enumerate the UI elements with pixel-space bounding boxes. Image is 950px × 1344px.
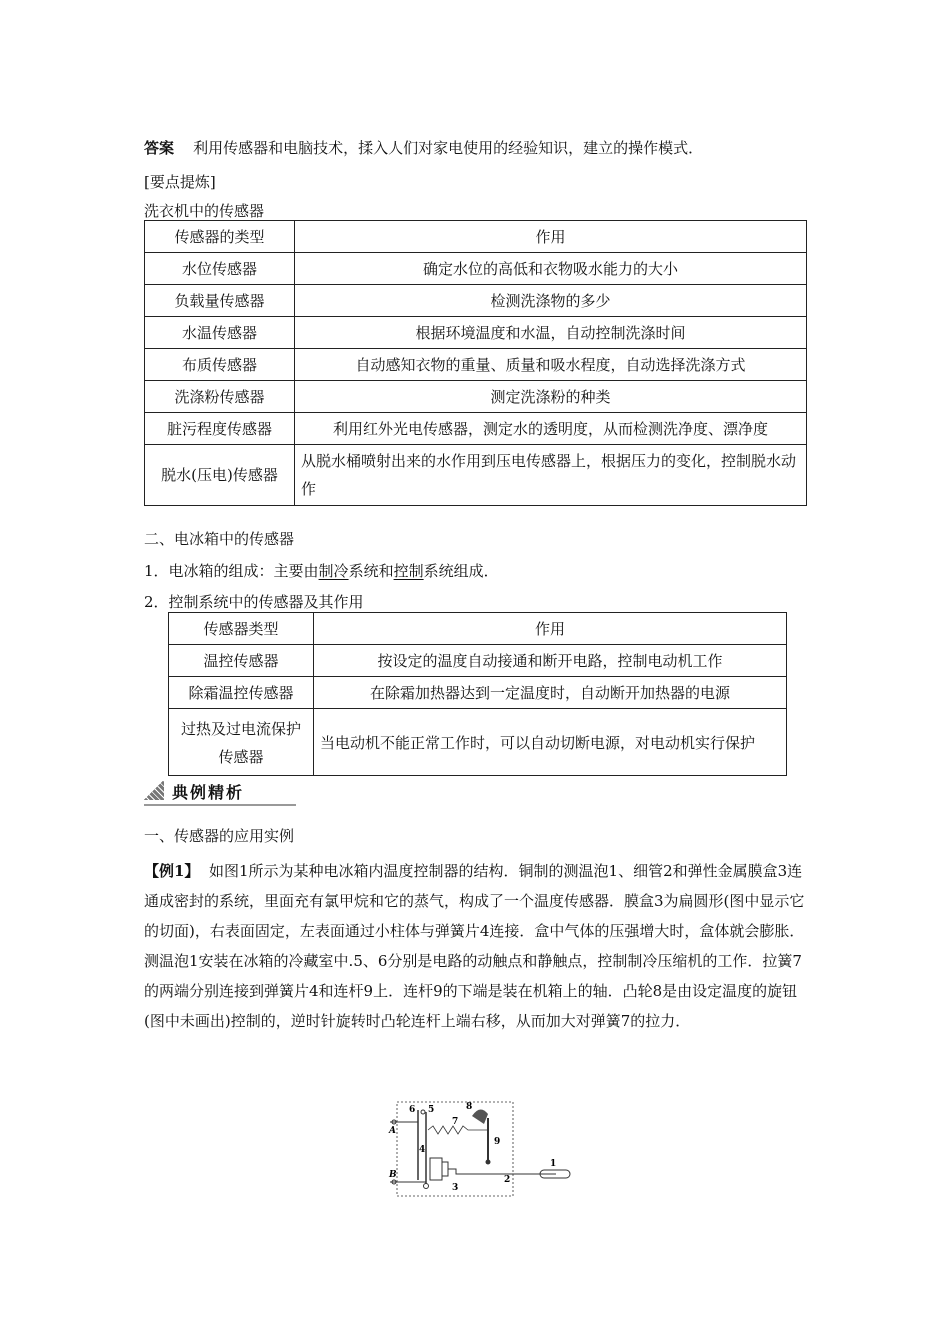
sensor-function-cell: 根据环境温度和水温，自动控制洗涤时间: [295, 317, 807, 349]
figure-pivot-9: [486, 1160, 491, 1165]
sensor-type-cell: 除霜温控传感器: [169, 677, 314, 709]
section-head-example-analysis: [144, 778, 296, 806]
table-row: [145, 413, 807, 445]
figure-label-1: 1: [550, 1159, 557, 1169]
figure-label-4: 4: [419, 1145, 426, 1155]
table-row: [145, 445, 807, 506]
table-row: [169, 677, 787, 709]
sensor-function-cell: 自动感知衣物的重量、质量和吸水程度，自动选择洗涤方式: [295, 349, 807, 381]
sensor-type-cell: 水位传感器: [145, 253, 295, 285]
composition-underlined-1: 制冷: [318, 562, 349, 580]
table-row: [145, 285, 807, 317]
subsection-title: 一、传感器的应用实例: [144, 827, 295, 845]
table-row: [145, 253, 807, 285]
figure-label-b: B: [389, 1170, 397, 1180]
answer-label: 答案: [144, 139, 175, 157]
sensor-function-cell: 测定洗涤粉的种类: [295, 381, 807, 413]
table-row: [145, 349, 807, 381]
sensor-type-cell: 脱水(压电)传感器: [145, 445, 295, 506]
table-header-row: [145, 221, 807, 253]
table-row: [169, 709, 787, 776]
key-points-label: [要点提炼]: [144, 173, 216, 191]
figure-pivot-bottom: [424, 1184, 429, 1189]
control-system-heading: 2．控制系统中的传感器及其作用: [144, 593, 364, 611]
sensor-function-cell: 利用红外光电传感器，测定水的透明度，从而检测洗净度、漂净度: [295, 413, 807, 445]
table-header-cell: 作用: [295, 221, 807, 253]
sensor-type-cell: 温控传感器: [169, 645, 314, 677]
sensor-function-cell: 检测洗涤物的多少: [295, 285, 807, 317]
sensor-type-cell: 脏污程度传感器: [145, 413, 295, 445]
composition-prefix: 1．电冰箱的组成：主要由: [144, 562, 319, 580]
table1-caption: 洗衣机中的传感器: [144, 202, 265, 220]
fridge-sensor-table: [168, 612, 787, 776]
sensor-function-cell: 当电动机不能正常工作时，可以自动切断电源，对电动机实行保护: [314, 709, 787, 776]
figure-label-3: 3: [452, 1183, 459, 1193]
figure-label-5: 5: [428, 1105, 435, 1115]
temperature-controller-figure: [380, 1100, 580, 1200]
figure-cam-8: [472, 1109, 488, 1124]
section2-title: 二、电冰箱中的传感器: [144, 530, 295, 548]
sensor-function-cell: 按设定的温度自动接通和断开电路，控制电动机工作: [314, 645, 787, 677]
answer-text: 利用传感器和电脑技术，揉入人们对家电使用的经验知识，建立的操作模式．: [193, 139, 704, 157]
table-header-cell: 作用: [314, 613, 787, 645]
composition-suffix: 系统组成．: [423, 562, 499, 580]
section-head-title: 典例精析: [172, 783, 245, 802]
table-row: [145, 317, 807, 349]
sensor-function-cell: 从脱水桶喷射出来的水作用到压电传感器上，根据压力的变化，控制脱水动作: [295, 445, 807, 506]
fridge-composition-line: [144, 561, 499, 581]
table-header-row: [169, 613, 787, 645]
sensor-type-cell: 布质传感器: [145, 349, 295, 381]
figure-spring-7: [428, 1126, 488, 1134]
figure-contact-5: [421, 1110, 425, 1114]
table-row: [169, 645, 787, 677]
sensor-function-cell: 确定水位的高低和衣物吸水能力的大小: [295, 253, 807, 285]
answer-line: [144, 138, 703, 158]
table-row: [145, 381, 807, 413]
figure-bellows-3: [430, 1158, 442, 1180]
figure-label-7: 7: [452, 1117, 459, 1127]
sensor-type-cell: 负载量传感器: [145, 285, 295, 317]
composition-mid: 系统和: [348, 562, 394, 580]
figure-label-9: 9: [494, 1137, 501, 1147]
table-header-cell: 传感器的类型: [145, 221, 295, 253]
composition-underlined-2: 控制: [393, 562, 424, 580]
table-header-cell: 传感器类型: [169, 613, 314, 645]
sensor-type-cell: 过热及过电流保护传感器: [169, 709, 314, 776]
figure-bellows-inner: [442, 1162, 448, 1176]
figure-label-a: A: [389, 1126, 396, 1136]
sensor-function-cell: 在除霜加热器达到一定温度时，自动断开加热器的电源: [314, 677, 787, 709]
example-label: 【例1】: [144, 862, 200, 880]
example-text: 如图1所示为某种电冰箱内温度控制器的结构．铜制的测温泡1、细管2和弹性金属膜盒3连通成密封的系统，里面充有氯甲烷和它的蒸气，构成了一个温度传感器．膜盒3为扁圆形(图中显示它的切面)，右表面固定，左表面通过小柱体与弹簧片4连接．盒中气体的压强增大时，盒体就会膨胀．测温泡1安装在冰箱的冷藏室中.5、6分别是电路的动触点和静触点，控制制冷压缩机的工作．拉簧7的两端分别连接到弹簧片4和连杆9上．连杆9的下端是装在机箱上的轴．凸轮8是由设定温度的旋钮(图中未画出)控制的，逆时针旋转时凸轮连杆上端右移，从而加大对弹簧7的拉力．: [144, 862, 805, 1030]
figure-label-2: 2: [504, 1175, 511, 1185]
figure-label-6: 6: [409, 1105, 416, 1115]
sensor-type-cell: 水温传感器: [145, 317, 295, 349]
figure-label-8: 8: [466, 1102, 473, 1112]
example-paragraph: [144, 856, 808, 1036]
washer-sensor-table: [144, 220, 807, 506]
section-stripes-icon: [144, 780, 164, 800]
sensor-type-cell: 洗涤粉传感器: [145, 381, 295, 413]
